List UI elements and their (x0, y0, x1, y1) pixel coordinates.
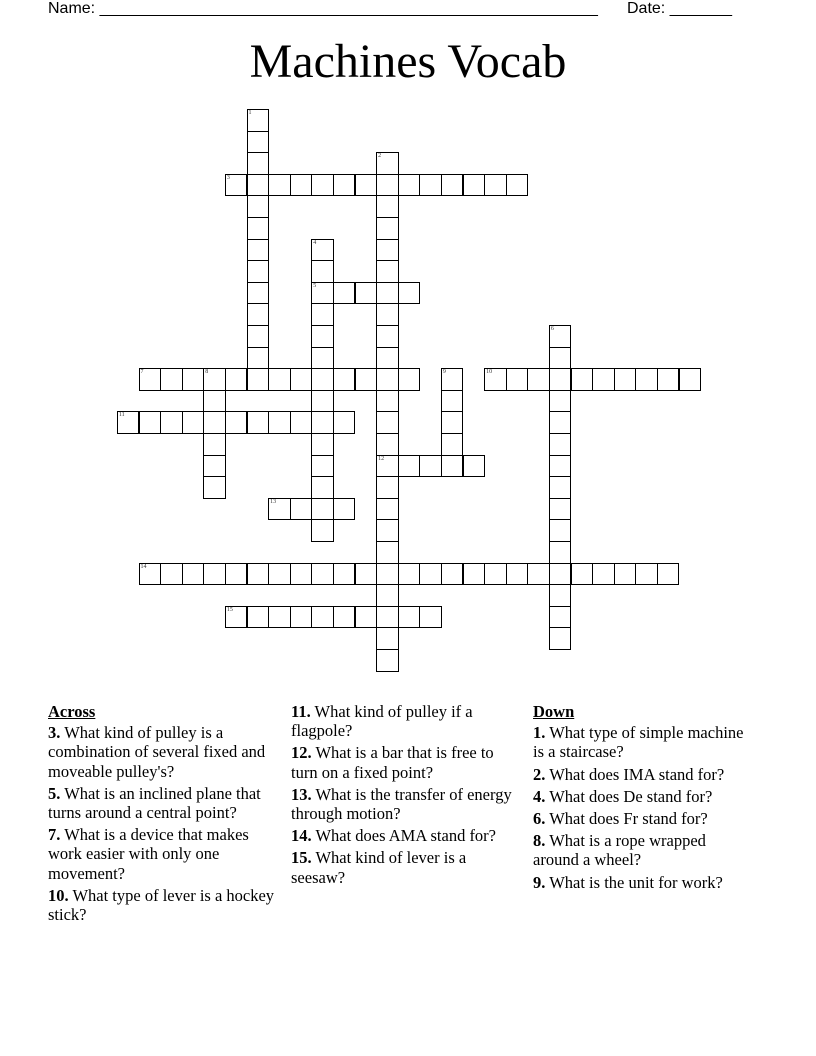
clue-number: 12. (291, 743, 312, 763)
clue-number-label: 13 (270, 498, 277, 505)
crossword-cell[interactable] (290, 563, 313, 586)
crossword-cell[interactable] (614, 563, 637, 586)
crossword-cell[interactable] (376, 239, 399, 262)
crossword-cell[interactable] (160, 368, 183, 391)
crossword-cell[interactable] (182, 411, 205, 434)
crossword-cell[interactable] (290, 174, 313, 197)
crossword-cell[interactable] (355, 606, 378, 629)
crossword-cell[interactable] (247, 131, 270, 154)
across-heading: Across (48, 702, 96, 721)
crossword-cell[interactable] (376, 282, 399, 305)
clue-text: What kind of pulley if a flagpole? (291, 702, 473, 741)
clue-number-label: 12 (378, 455, 385, 462)
crossword-cell[interactable] (419, 606, 442, 629)
crossword-cell[interactable] (635, 368, 658, 391)
crossword-cell[interactable] (376, 303, 399, 326)
crossword-cell[interactable] (376, 368, 399, 391)
crossword-cell[interactable] (160, 563, 183, 586)
clue-across-10 (48, 886, 278, 924)
crossword-cell[interactable] (376, 498, 399, 521)
crossword-cell[interactable] (247, 325, 270, 348)
crossword-cell[interactable] (376, 260, 399, 283)
crossword-cell[interactable] (657, 563, 680, 586)
crossword-cell[interactable] (311, 282, 334, 305)
clue-number: 2. (533, 764, 546, 784)
clue-across-5 (48, 784, 278, 822)
crossword-cell[interactable] (635, 563, 658, 586)
crossword-cell[interactable] (376, 649, 399, 672)
clue-text: What is the unit for work? (549, 872, 723, 892)
clue-down-4 (533, 787, 745, 806)
crossword-cell[interactable] (139, 368, 162, 391)
clue-number-label: 1 (248, 110, 252, 116)
clue-across-12 (291, 743, 519, 781)
crossword-cell[interactable] (268, 606, 291, 629)
crossword-cell[interactable] (247, 174, 270, 197)
crossword-cell[interactable] (311, 325, 334, 348)
crossword-cell[interactable] (203, 433, 226, 456)
crossword-cell[interactable] (463, 563, 486, 586)
clue-text: What is the transfer of energy through motion? (291, 784, 512, 824)
crossword-cell[interactable] (376, 390, 399, 413)
clue-number: 10. (48, 885, 69, 905)
crossword-cell[interactable] (247, 563, 270, 586)
crossword-cell[interactable] (549, 563, 572, 586)
crossword-cell[interactable] (203, 368, 226, 391)
clue-number-label: 4 (313, 239, 317, 246)
crossword-cell[interactable] (290, 368, 313, 391)
clue-number-label: 7 (140, 369, 144, 376)
clue-down-9 (533, 873, 745, 892)
crossword-cell[interactable] (398, 174, 421, 197)
crossword-cell[interactable] (398, 606, 421, 629)
clue-text: What kind of lever is a seesaw? (291, 848, 467, 887)
crossword-cell[interactable] (376, 195, 399, 218)
crossword-cell[interactable] (506, 563, 529, 586)
clue-text: What type of lever is a hockey stick? (48, 885, 275, 925)
clues-down-column (533, 702, 745, 895)
crossword-cell[interactable] (376, 563, 399, 586)
crossword-cell[interactable] (571, 368, 594, 391)
clue-number-label: 8 (205, 369, 209, 376)
crossword-cell[interactable] (441, 563, 464, 586)
crossword-cell[interactable] (203, 563, 226, 586)
crossword-cell[interactable] (268, 411, 291, 434)
crossword-cell[interactable] (549, 411, 572, 434)
crossword-cell[interactable] (679, 368, 702, 391)
crossword-cell[interactable] (376, 433, 399, 456)
clue-number-label: 5 (313, 282, 317, 289)
clue-number-label: 9 (442, 369, 446, 376)
clue-number-label: 10 (486, 369, 493, 376)
crossword-cell[interactable] (376, 476, 399, 499)
crossword-cell[interactable] (247, 347, 270, 370)
crossword-cell[interactable] (398, 455, 421, 478)
crossword-cell[interactable] (225, 606, 248, 629)
crossword-cell[interactable] (549, 433, 572, 456)
crossword-cell[interactable] (376, 152, 399, 175)
crossword-cell[interactable] (398, 368, 421, 391)
crossword-cell[interactable] (268, 563, 291, 586)
clue-across-13 (291, 785, 519, 823)
crossword-cell[interactable] (355, 368, 378, 391)
crossword-cell[interactable] (549, 455, 572, 478)
crossword-cell[interactable] (484, 563, 507, 586)
crossword-cell[interactable] (268, 174, 291, 197)
clue-across-7 (48, 825, 278, 883)
clue-number-label: 6 (550, 326, 554, 332)
crossword-cell[interactable] (376, 347, 399, 370)
crossword-cell[interactable] (549, 325, 572, 348)
clue-down-1 (533, 723, 745, 761)
crossword-cell[interactable] (247, 368, 270, 391)
clue-number: 6. (533, 809, 546, 829)
crossword-cell[interactable] (311, 606, 334, 629)
clues-across-column-1 (48, 702, 278, 927)
crossword-cell[interactable] (290, 411, 313, 434)
crossword-cell[interactable] (549, 347, 572, 370)
crossword-cell[interactable] (484, 368, 507, 391)
clue-number: 14. (291, 826, 312, 846)
crossword-cell[interactable] (117, 411, 140, 434)
clue-number: 11. (291, 702, 311, 721)
crossword-cell[interactable] (376, 411, 399, 434)
clue-down-2 (533, 765, 745, 784)
crossword-cell[interactable] (398, 563, 421, 586)
crossword-cell[interactable] (311, 433, 334, 456)
clue-number: 7. (48, 825, 61, 845)
crossword-cell[interactable] (247, 411, 270, 434)
date-field-label: Date: _______ (627, 0, 732, 17)
clue-text: What is a device that makes work easier with only one movement? (48, 825, 249, 883)
crossword-cell[interactable] (376, 627, 399, 650)
crossword-cell[interactable] (203, 455, 226, 478)
crossword-cell[interactable] (311, 455, 334, 478)
crossword-cell[interactable] (311, 368, 334, 391)
crossword-cell[interactable] (247, 303, 270, 326)
crossword-cell[interactable] (376, 455, 399, 478)
crossword-cell[interactable] (247, 217, 270, 240)
crossword-cell[interactable] (376, 217, 399, 240)
crossword-cell[interactable] (311, 498, 334, 521)
clue-text: What does Fr stand for? (549, 809, 708, 829)
clue-down-8 (533, 831, 745, 869)
crossword-cell[interactable] (506, 368, 529, 391)
clue-number: 9. (533, 872, 546, 892)
crossword-cell[interactable] (333, 411, 356, 434)
clue-text: What kind of pulley is a combination of several fixed and moveable pulley's? (48, 723, 266, 781)
crossword-cell[interactable] (549, 606, 572, 629)
crossword-cell[interactable] (311, 260, 334, 283)
crossword-cell[interactable] (247, 606, 270, 629)
crossword-cell[interactable] (376, 606, 399, 629)
crossword-cell[interactable] (247, 260, 270, 283)
clue-number-label: 15 (226, 606, 233, 613)
crossword-cell[interactable] (376, 584, 399, 607)
crossword-cell[interactable] (441, 390, 464, 413)
crossword-cell[interactable] (311, 239, 334, 262)
crossword-cell[interactable] (549, 476, 572, 499)
crossword-cell[interactable] (311, 563, 334, 586)
crossword-cell[interactable] (333, 282, 356, 305)
clue-text: What is a rope wrapped around a wheel? (533, 831, 706, 870)
crossword-cell[interactable] (484, 174, 507, 197)
crossword-cell[interactable] (419, 174, 442, 197)
crossword-cell[interactable] (311, 174, 334, 197)
crossword-cell[interactable] (549, 498, 572, 521)
crossword-cell[interactable] (247, 195, 270, 218)
crossword-cell[interactable] (247, 239, 270, 262)
crossword-cell[interactable] (355, 174, 378, 197)
crossword-cell[interactable] (571, 563, 594, 586)
crossword-cell[interactable] (311, 347, 334, 370)
crossword-cell[interactable] (311, 519, 334, 542)
crossword-cell[interactable] (441, 174, 464, 197)
crossword-cell[interactable] (268, 498, 291, 521)
crossword-cell[interactable] (355, 563, 378, 586)
page-title: Machines Vocab (249, 35, 567, 88)
clue-text: What does De stand for? (549, 786, 713, 806)
clue-text: What does IMA stand for? (549, 764, 725, 784)
crossword-cell[interactable] (549, 584, 572, 607)
crossword-cell[interactable] (441, 433, 464, 456)
clue-number: 5. (48, 783, 61, 803)
crossword-cell[interactable] (203, 476, 226, 499)
crossword-cell[interactable] (139, 563, 162, 586)
crossword-cell[interactable] (333, 606, 356, 629)
crossword-cell[interactable] (419, 455, 442, 478)
crossword-cell[interactable] (549, 368, 572, 391)
crossword-cell[interactable] (247, 109, 270, 132)
clue-number: 8. (533, 831, 546, 851)
clue-number: 4. (533, 786, 546, 806)
crossword-cell[interactable] (592, 563, 615, 586)
clue-number-label: 3 (226, 174, 230, 181)
clue-number-label: 2 (378, 153, 382, 160)
crossword-cell[interactable] (225, 563, 248, 586)
crossword-cell[interactable] (247, 282, 270, 305)
down-heading: Down (533, 702, 575, 721)
clue-text: What does AMA stand for? (315, 826, 497, 846)
crossword-cell[interactable] (139, 411, 162, 434)
clue-down-6 (533, 809, 745, 828)
clue-number: 13. (291, 784, 312, 804)
crossword-cell[interactable] (657, 368, 680, 391)
clue-text: What type of simple machine is a staircase? (533, 723, 744, 762)
crossword-cell[interactable] (463, 174, 486, 197)
clue-number: 3. (48, 723, 61, 743)
crossword-cell[interactable] (614, 368, 637, 391)
crossword-cell[interactable] (225, 174, 248, 197)
crossword-cell[interactable] (311, 476, 334, 499)
crossword-cell[interactable] (247, 152, 270, 175)
crossword-cell[interactable] (311, 411, 334, 434)
clue-across-3 (48, 723, 278, 781)
clue-text: What is a bar that is free to turn on a fixed point? (291, 743, 494, 782)
crossword-cell[interactable] (333, 498, 356, 521)
crossword-cell[interactable] (527, 563, 550, 586)
crossword-cell[interactable] (311, 390, 334, 413)
crossword-cell[interactable] (333, 368, 356, 391)
crossword-cell[interactable] (290, 498, 313, 521)
crossword-cell[interactable] (398, 282, 421, 305)
crossword-cell[interactable] (549, 390, 572, 413)
crossword-cell[interactable] (182, 563, 205, 586)
crossword-cell[interactable] (549, 519, 572, 542)
crossword-cell[interactable] (527, 368, 550, 391)
crossword-cell[interactable] (333, 563, 356, 586)
crossword-cell[interactable] (225, 368, 248, 391)
crossword-cell[interactable] (311, 303, 334, 326)
clues-across-column-2 (291, 702, 519, 890)
crossword-cell[interactable] (225, 411, 248, 434)
crossword-cell[interactable] (441, 455, 464, 478)
crossword-cell[interactable] (419, 563, 442, 586)
crossword-cell[interactable] (549, 541, 572, 564)
clue-number: 1. (533, 723, 546, 743)
clue-across-11 (291, 702, 519, 740)
crossword-cell[interactable] (506, 174, 529, 197)
clue-number-label: 11 (118, 412, 125, 419)
clue-number-label: 14 (140, 563, 147, 570)
crossword-cell[interactable] (333, 174, 356, 197)
crossword-cell[interactable] (441, 411, 464, 434)
crossword-cell[interactable] (592, 368, 615, 391)
crossword-cell[interactable] (463, 455, 486, 478)
crossword-cell[interactable] (160, 411, 183, 434)
crossword-cell[interactable] (290, 606, 313, 629)
crossword-cell[interactable] (355, 282, 378, 305)
crossword-cell[interactable] (376, 519, 399, 542)
name-field-label: Name: ________________________________________________________ (48, 0, 598, 17)
crossword-cell[interactable] (268, 368, 291, 391)
crossword-cell[interactable] (376, 174, 399, 197)
crossword-cell[interactable] (549, 627, 572, 650)
clue-number: 15. (291, 848, 312, 868)
crossword-cell[interactable] (376, 541, 399, 564)
crossword-cell[interactable] (203, 411, 226, 434)
crossword-cell[interactable] (441, 368, 464, 391)
crossword-cell[interactable] (203, 390, 226, 413)
clue-text: What is an inclined plane that turns around a central point? (48, 783, 261, 823)
clue-across-14 (291, 826, 519, 845)
crossword-cell[interactable] (182, 368, 205, 391)
crossword-cell[interactable] (376, 325, 399, 348)
clue-across-15 (291, 848, 519, 886)
